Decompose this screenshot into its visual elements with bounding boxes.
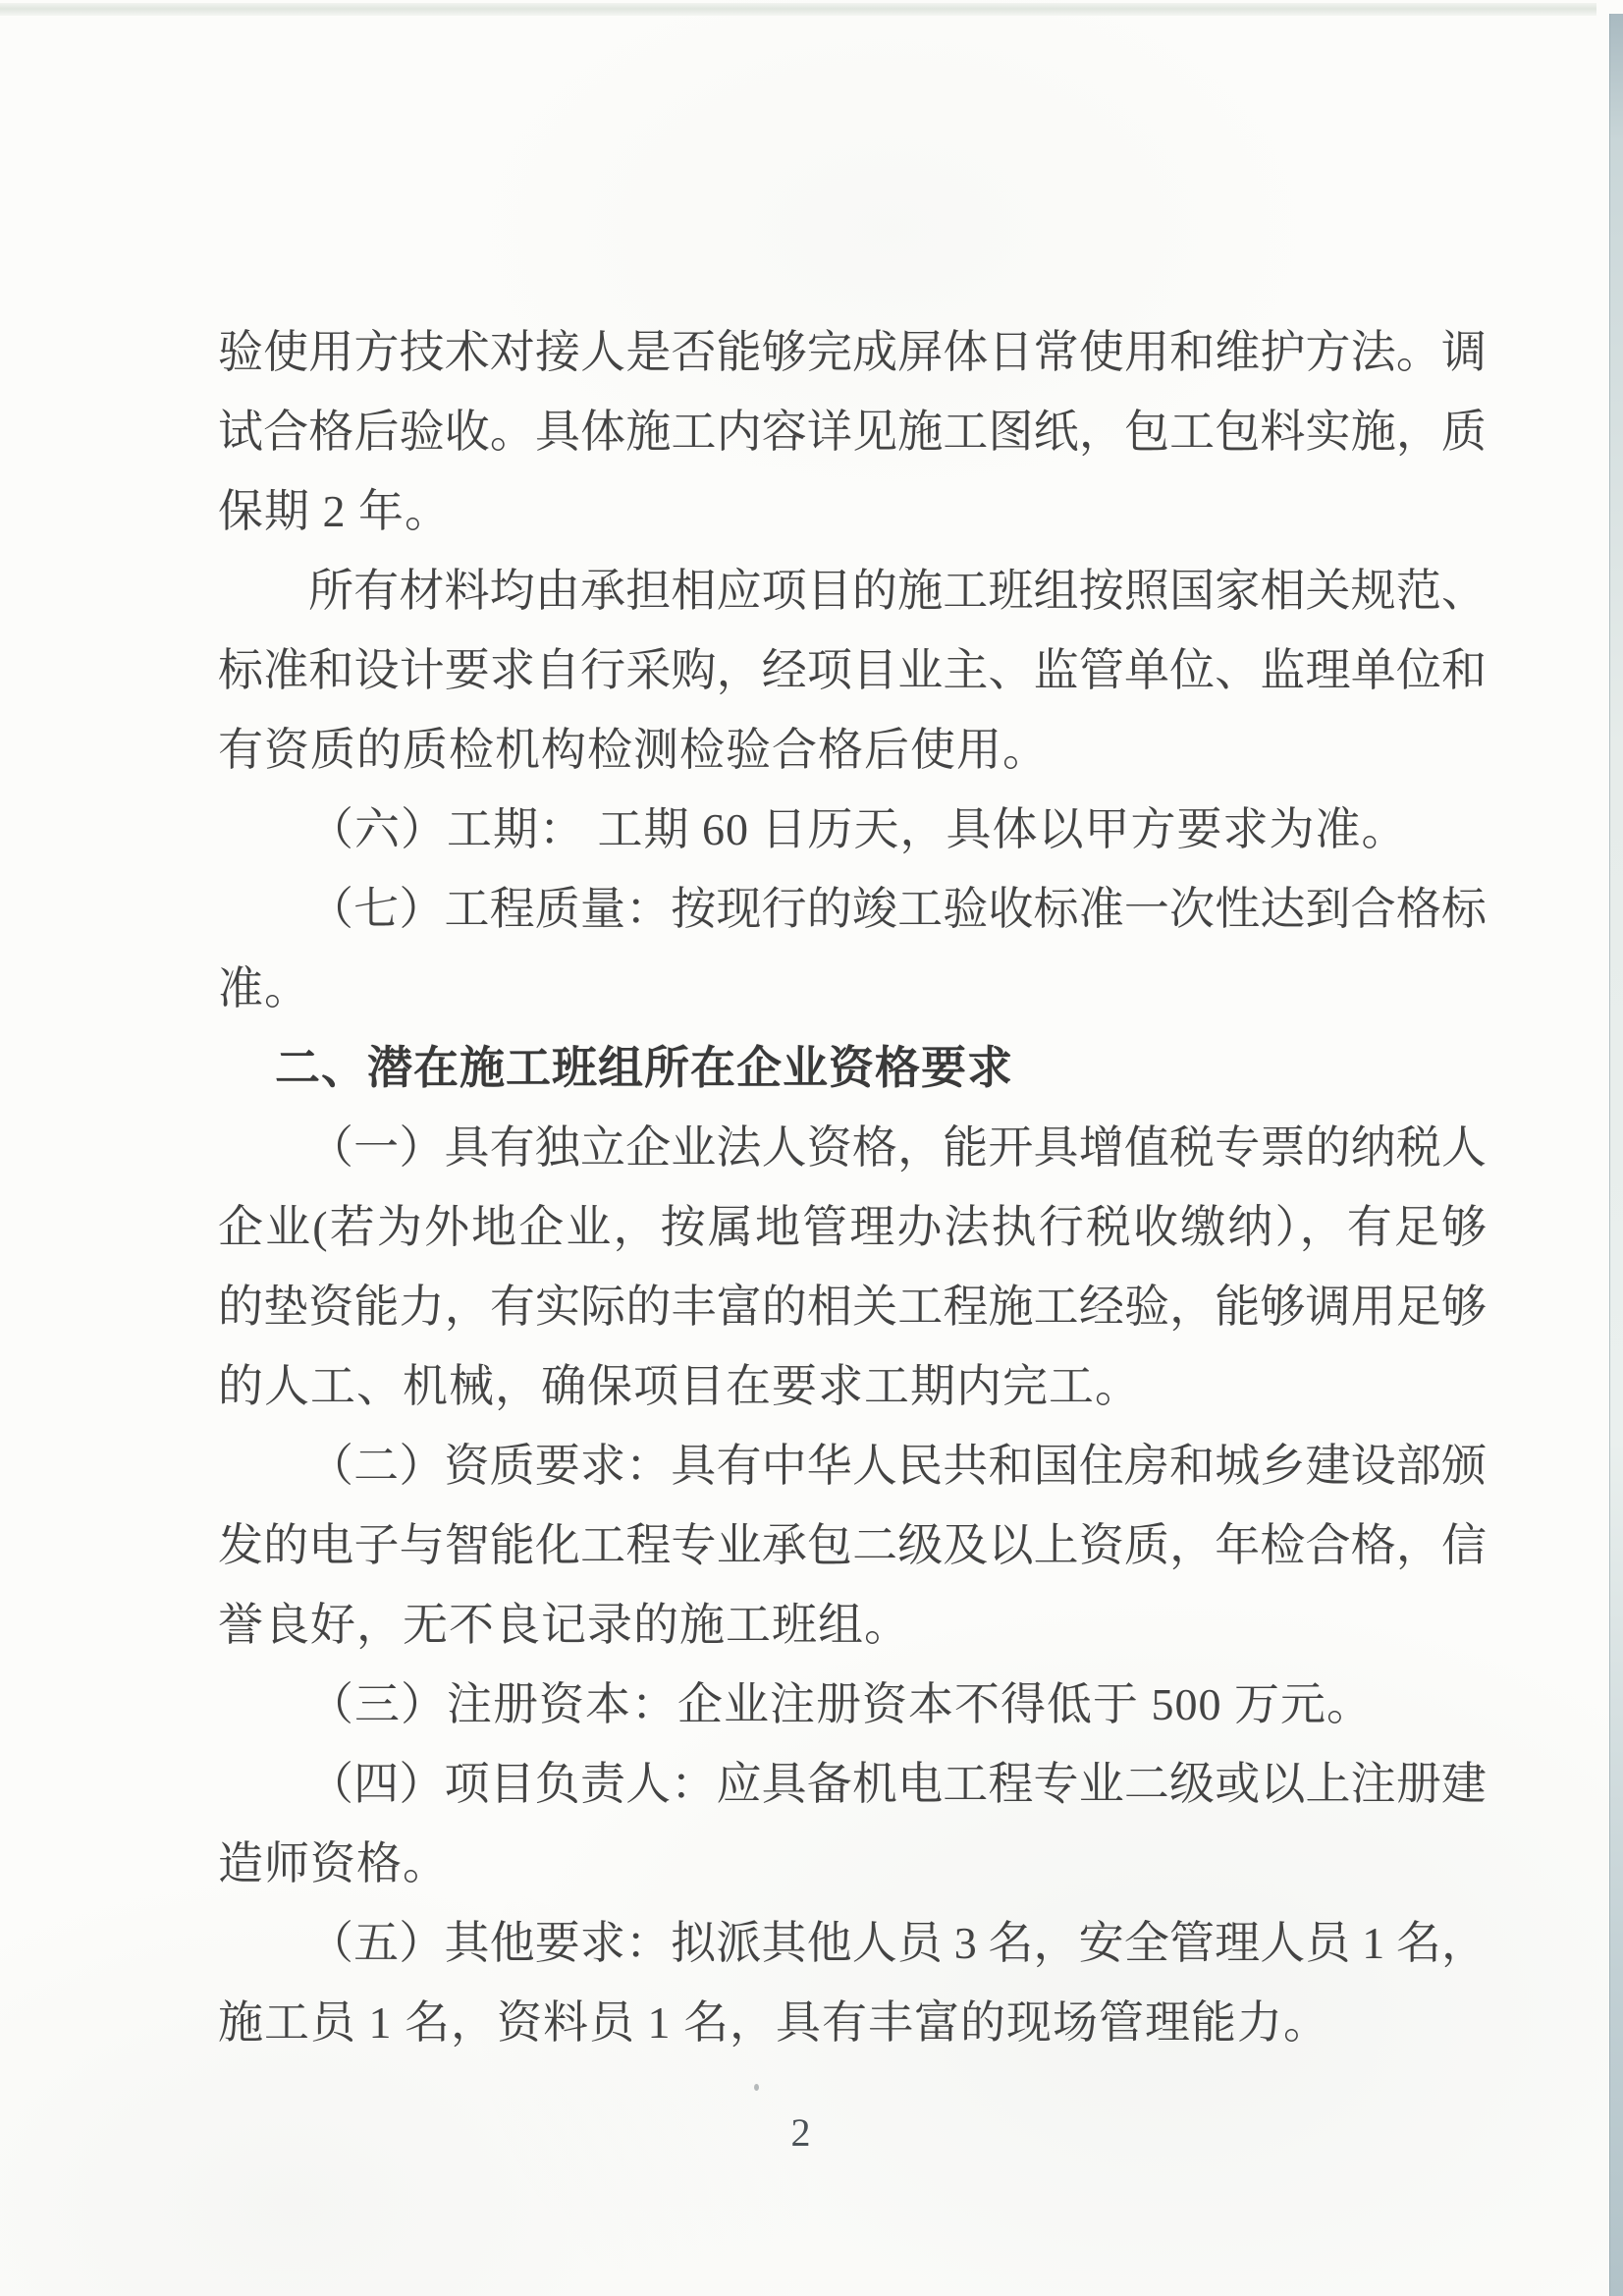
text-line: 的人工、机械，确保项目在要求工期内完工。 xyxy=(218,1361,1141,1411)
document-text-block xyxy=(218,312,1487,2062)
text-line: 准。 xyxy=(218,963,310,1013)
text-line: （三）注册资本：企业注册资本不得低于 500 万元。 xyxy=(308,1679,1373,1729)
text-line: 企业(若为外地企业，按属地管理办法执行税收缴纳），有足够 xyxy=(218,1202,1487,1252)
text-line: 造师资格。 xyxy=(218,1838,449,1888)
text-line: 有资质的质检机构检测检验合格后使用。 xyxy=(218,725,1049,775)
scan-edge-top-artifact xyxy=(0,3,1596,16)
text-line: 标准和设计要求自行采购，经项目业主、监管单位、监理单位和 xyxy=(218,645,1487,695)
ink-dot-artifact xyxy=(754,2084,759,2091)
page-number: 2 xyxy=(790,2110,811,2155)
text-line: （一）具有独立企业法人资格，能开具增值税专票的纳税人 xyxy=(308,1122,1487,1173)
text-line: 所有材料均由承担相应项目的施工班组按照国家相关规范、 xyxy=(308,566,1487,616)
text-line: 保期 2 年。 xyxy=(218,486,451,536)
text-line: （二）资质要求：具有中华人民共和国住房和城乡建设部颁 xyxy=(308,1441,1487,1491)
text-line: （四）项目负责人：应具备机电工程专业二级或以上注册建 xyxy=(308,1759,1487,1809)
section-heading: 二、潜在施工班组所在企业资格要求 xyxy=(275,1042,1013,1093)
text-line: 誉良好，无不良记录的施工班组。 xyxy=(218,1600,910,1650)
text-line: 的垫资能力，有实际的丰富的相关工程施工经验，能够调用足够 xyxy=(218,1282,1487,1332)
scan-edge-right-artifact xyxy=(1609,14,1623,2296)
text-line: 发的电子与智能化工程专业承包二级及以上资质，年检合格，信 xyxy=(218,1520,1487,1570)
text-line: （七）工程质量：按现行的竣工验收标准一次性达到合格标 xyxy=(308,884,1487,934)
text-line: （五）其他要求：拟派其他人员 3 名，安全管理人员 1 名， xyxy=(308,1918,1487,1968)
text-line: 验使用方技术对接人是否能够完成屏体日常使用和维护方法。调 xyxy=(218,327,1487,377)
text-line: （六）工期： 工期 60 日历天，具体以甲方要求为准。 xyxy=(308,804,1408,854)
text-line: 施工员 1 名，资料员 1 名，具有丰富的现场管理能力。 xyxy=(218,1997,1329,2048)
text-line: 试合格后验收。具体施工内容详见施工图纸，包工包料实施，质 xyxy=(218,407,1487,457)
